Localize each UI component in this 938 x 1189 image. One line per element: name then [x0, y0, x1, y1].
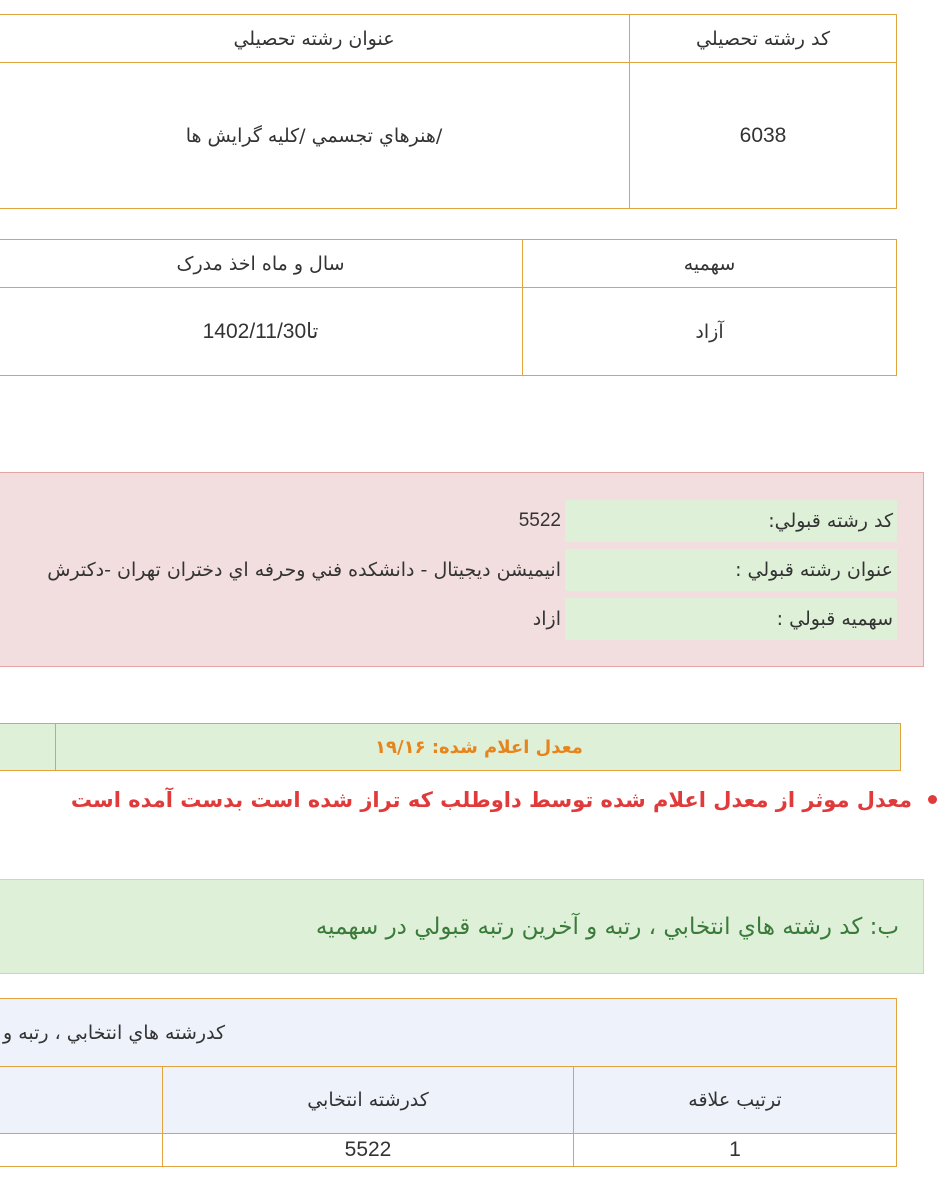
average-bar	[0, 723, 901, 771]
bullet-icon	[928, 795, 937, 804]
section-b-title: ب: كد رشته هاي انتخابي ، رتبه و آخرين رتبه قبولي در سهميه	[315, 913, 899, 940]
acceptance-title-label-text: عنوان رشته قبولي :	[735, 559, 893, 581]
header-blank	[0, 1066, 163, 1134]
date-cell	[0, 287, 523, 376]
date-value: تا1402/11/30	[202, 320, 319, 343]
header-quota-text: سهميه	[683, 252, 736, 275]
acceptance-code-label-text: كد رشته قبولي:	[768, 510, 893, 532]
acceptance-code-value-text: 5522	[518, 510, 561, 531]
header-field-title	[0, 14, 630, 63]
acceptance-title-value-text: انيميشن ديجيتال - دانشكده فني وحرفه اي دختران تهران -دكترش	[47, 559, 561, 581]
acceptance-title-label	[565, 549, 897, 591]
header-field-title-text: عنوان رشته تحصيلي	[233, 27, 395, 50]
quota-cell	[522, 287, 897, 376]
note-text	[71, 782, 912, 818]
table-row-code	[162, 1133, 574, 1167]
header-quota	[522, 239, 897, 288]
note-text-span: معدل موثر از معدل اعلام شده توسط داوطلب كه تراز شده است بدست آمده است	[70, 788, 912, 812]
header-date	[0, 239, 523, 288]
table-row-blank	[0, 1133, 163, 1167]
header-date-text: سال و ماه اخذ مدرک	[176, 252, 345, 275]
row-order-value: 1	[729, 1138, 741, 1161]
header-order-text: ترتيب علاقه	[688, 1089, 782, 1111]
acceptance-panel	[0, 472, 924, 667]
field-title-value: /هنرهاي تجسمي /كليه گرايش ها	[185, 124, 443, 147]
field-title-cell	[0, 62, 630, 209]
header-choice-code	[162, 1066, 574, 1134]
choices-caption	[0, 998, 897, 1067]
acceptance-title-value	[0, 549, 565, 591]
table-row-order	[573, 1133, 897, 1167]
note-line	[0, 782, 938, 818]
average-bar-divider	[55, 724, 56, 770]
choices-caption-text: كدرشته هاي انتخابي ، رتبه و	[3, 1021, 226, 1044]
header-field-code	[629, 14, 897, 63]
acceptance-code-value	[0, 500, 565, 542]
header-field-code-text: كد رشته تحصيلي	[696, 27, 831, 50]
quota-value: آزاد	[695, 320, 724, 343]
average-label-text: معدل اعلام شده: ۱۹/۱۶	[375, 736, 583, 758]
acceptance-quota-value-text: ازاد	[532, 608, 561, 630]
header-choice-code-text: كدرشته انتخابي	[307, 1089, 429, 1111]
acceptance-quota-label-text: سهميه قبولي :	[776, 608, 893, 630]
section-b-banner	[0, 879, 924, 974]
field-code-value: 6038	[739, 123, 787, 147]
acceptance-quota-value	[0, 598, 565, 640]
average-label	[59, 724, 899, 770]
acceptance-code-label	[565, 500, 897, 542]
field-code-cell	[629, 62, 897, 209]
row-code-value: 5522	[344, 1138, 392, 1161]
header-order	[573, 1066, 897, 1134]
acceptance-quota-label	[565, 598, 897, 640]
